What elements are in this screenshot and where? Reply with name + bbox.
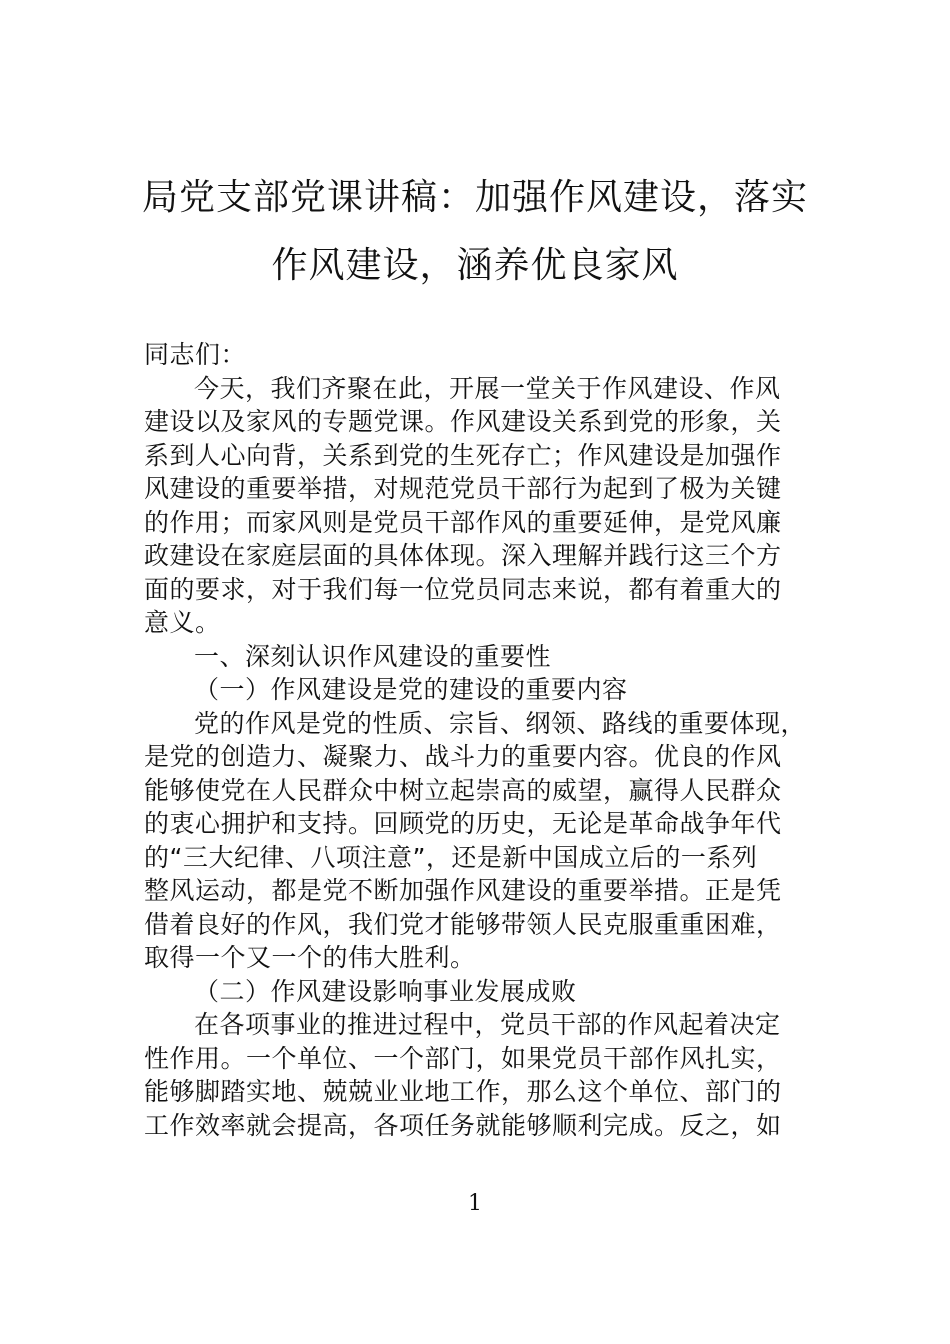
paragraph-line: 在各项事业的推进过程中，党员干部的作风起着决定 — [194, 1010, 781, 1039]
document-title-line-1: 局党支部党课讲稿：加强作风建设，落实 — [141, 177, 808, 218]
paragraph-line: 意义。 — [144, 608, 221, 637]
paragraph-line: 党的作风是党的性质、宗旨、纲领、路线的重要体现， — [194, 708, 807, 738]
salutation: 同志们： — [144, 340, 247, 369]
paragraph-line: 建设以及家风的专题党课。作风建设关系到党的形象，关 — [144, 407, 782, 436]
paragraph-line: 的衷心拥护和支持。回顾党的历史，无论是革命战争年代 — [144, 809, 782, 838]
page-number: 1 — [468, 1191, 482, 1216]
paragraph-line: 能够使党在人民群众中树立起崇高的威望，赢得人民群众 — [144, 775, 782, 805]
paragraph-line: 取得一个又一个的伟大胜利。 — [144, 943, 476, 972]
paragraph-line: 性作用。一个单位、一个部门，如果党员干部作风扎实， — [144, 1043, 782, 1073]
document-title-line-2: 作风建设，涵养优良家风 — [271, 245, 679, 286]
paragraph-line: 风建设的重要举措，对规范党员干部行为起到了极为关键 — [144, 474, 782, 503]
document-body — [144, 338, 808, 1142]
paragraph-line: 政建设在家庭层面的具体体现。深入理解并践行这三个方 — [144, 541, 782, 570]
paragraph-line: 今天，我们齐聚在此，开展一堂关于作风建设、作风 — [194, 373, 781, 403]
paragraph-line: 的作用；而家风则是党员干部作风的重要延伸，是党风廉 — [144, 507, 782, 537]
paragraph-line: 系到人心向背，关系到党的生死存亡；作风建设是加强作 — [144, 440, 782, 470]
paragraph-line: 能够脚踏实地、兢兢业业地工作，那么这个单位、部门的 — [144, 1077, 782, 1106]
section-heading: 一、深刻认识作风建设的重要性 — [194, 641, 552, 671]
paragraph-line: 面的要求，对于我们每一位党员同志来说，都有着重大的 — [144, 574, 782, 604]
paragraph-line: 整风运动，都是党不断加强作风建设的重要举措。正是凭 — [144, 876, 782, 905]
subsection-heading: （二）作风建设影响事业发展成败 — [194, 976, 577, 1006]
paragraph-line: 工作效率就会提高，各项任务就能够顺利完成。反之，如 — [144, 1110, 782, 1140]
paragraph-line: 是党的创造力、凝聚力、战斗力的重要内容。优良的作风 — [144, 742, 782, 771]
paragraph-line: 的“三大纪律、八项注意”，还是新中国成立后的一系列 — [144, 842, 758, 872]
paragraph-line: 借着良好的作风，我们党才能够带领人民克服重重困难， — [144, 909, 782, 939]
subsection-heading: （一）作风建设是党的建设的重要内容 — [194, 675, 628, 704]
